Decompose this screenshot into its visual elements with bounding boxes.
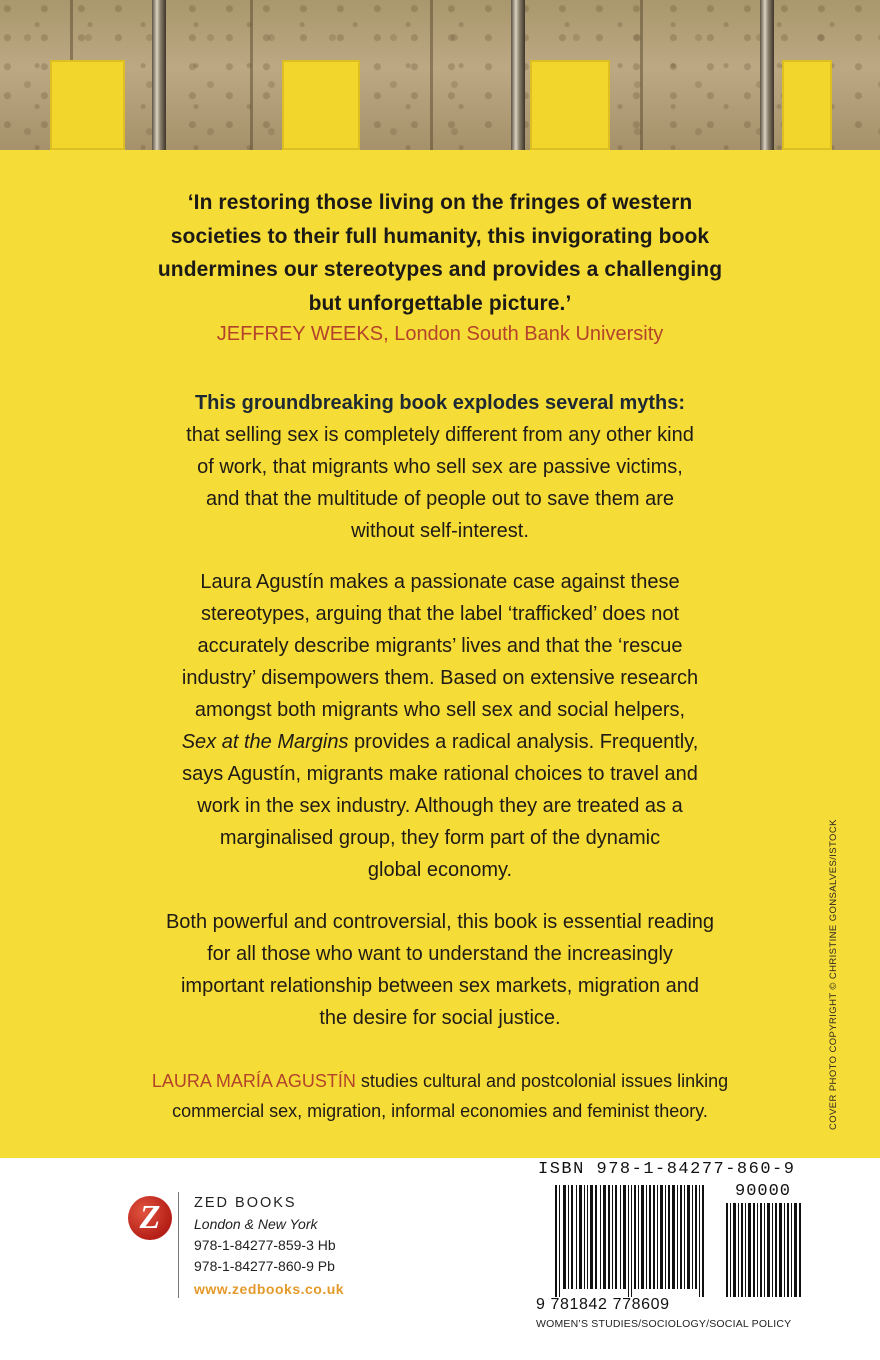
barcode-addon bbox=[726, 1203, 804, 1297]
quote-attribution: JEFFREY WEEKS, London South Bank University bbox=[216, 323, 664, 345]
photo-yellow-mark bbox=[530, 60, 610, 150]
blurb-line: says Agustín, migrants make rational choices to travel and bbox=[182, 763, 698, 785]
bio-line bbox=[100, 1066, 780, 1096]
blurb-line bbox=[110, 726, 770, 758]
barcode-digits: 9 781842 778609 bbox=[536, 1296, 670, 1313]
blurb-line-rest: provides a radical analysis. Frequently, bbox=[348, 731, 699, 753]
photo-tie bbox=[640, 0, 643, 150]
blurb-line: that selling sex is completely different from any other kind bbox=[186, 424, 694, 446]
barcode-main bbox=[555, 1185, 705, 1297]
blurb-line: and that the multitude of people out to save them are bbox=[205, 488, 675, 510]
photo-tie bbox=[430, 0, 433, 150]
blurb-line: for all those who want to understand the increasingly bbox=[207, 943, 673, 965]
subject-category: WOMEN’S STUDIES/SOCIOLOGY/SOCIAL POLICY bbox=[536, 1318, 792, 1330]
blurb-line: marginalised group, they form part of the dynamic bbox=[219, 827, 661, 849]
quote-line: undermines our stereotypes and provides a challenging bbox=[157, 258, 723, 281]
blurb-line: global economy. bbox=[367, 859, 513, 881]
cover-photo-railway bbox=[0, 0, 880, 150]
blurb-line: without self-interest. bbox=[351, 520, 529, 542]
photo-rail bbox=[760, 0, 774, 150]
barcode-price-code: 90000 bbox=[735, 1182, 792, 1201]
bio-line: commercial sex, migration, informal economies and feminist theory. bbox=[172, 1101, 708, 1121]
publisher-info bbox=[194, 1193, 344, 1300]
photo-rail bbox=[152, 0, 166, 150]
blurb-paragraph-2 bbox=[110, 566, 770, 886]
blurb-line: the desire for social justice. bbox=[319, 1007, 561, 1029]
bio-line-rest: studies cultural and postcolonial issues linking bbox=[355, 1071, 729, 1091]
blurb-line: important relationship between sex markets, migration and bbox=[180, 975, 700, 997]
blurb-line: work in the sex industry. Although they are treated as a bbox=[197, 795, 683, 817]
quote-line: societies to their full humanity, this invigorating book bbox=[170, 224, 710, 248]
book-title: Sex at the Margins bbox=[181, 731, 349, 753]
publisher-cities: London & New York bbox=[194, 1216, 318, 1232]
photo-yellow-mark bbox=[782, 60, 832, 150]
blurb-line: Laura Agustín makes a passionate case against these bbox=[200, 571, 680, 593]
author-bio bbox=[100, 1066, 780, 1126]
quote-line: but unforgettable picture.’ bbox=[308, 291, 572, 315]
publisher-divider bbox=[178, 1192, 179, 1298]
blurb-paragraph-3 bbox=[100, 906, 780, 1034]
blurb-paragraph-1 bbox=[110, 387, 770, 547]
isbn-paperback: 978-1-84277-860-9 Pb bbox=[194, 1258, 335, 1274]
photo-tie bbox=[250, 0, 253, 150]
quote-line: ‘In restoring those living on the fringes of western bbox=[187, 191, 693, 214]
photo-yellow-mark bbox=[282, 60, 360, 150]
photo-rail bbox=[511, 0, 525, 150]
author-name: LAURA MARÍA AGUSTÍN bbox=[151, 1071, 356, 1091]
blurb-line: amongst both migrants who sell sex and social helpers, bbox=[194, 699, 686, 721]
isbn-hardback: 978-1-84277-859-3 Hb bbox=[194, 1237, 336, 1253]
publisher-name: ZED BOOKS bbox=[194, 1195, 297, 1211]
publisher-website[interactable]: www.zedbooks.co.uk bbox=[194, 1281, 345, 1297]
blurb-line: industry’ disempowers them. Based on extensive research bbox=[181, 667, 699, 689]
blurb-line: stereotypes, arguing that the label ‘trafficked’ does not bbox=[200, 603, 680, 625]
zed-books-logo: Z bbox=[128, 1196, 172, 1240]
barcode-isbn-label: ISBN 978-1-84277-860-9 bbox=[538, 1160, 796, 1179]
photo-yellow-mark bbox=[50, 60, 125, 150]
blurb-line: Both powerful and controversial, this book is essential reading bbox=[165, 911, 715, 933]
blurb-line: accurately describe migrants’ lives and that the ‘rescue bbox=[197, 635, 683, 657]
blurb-lead: This groundbreaking book explodes several myths: bbox=[194, 392, 686, 414]
blurb-line: of work, that migrants who sell sex are passive victims, bbox=[197, 456, 683, 478]
photo-credit: COVER PHOTO COPYRIGHT © CHRISTINE GONSALVES/ISTOCK bbox=[828, 819, 839, 1130]
endorsement-quote bbox=[100, 186, 780, 320]
